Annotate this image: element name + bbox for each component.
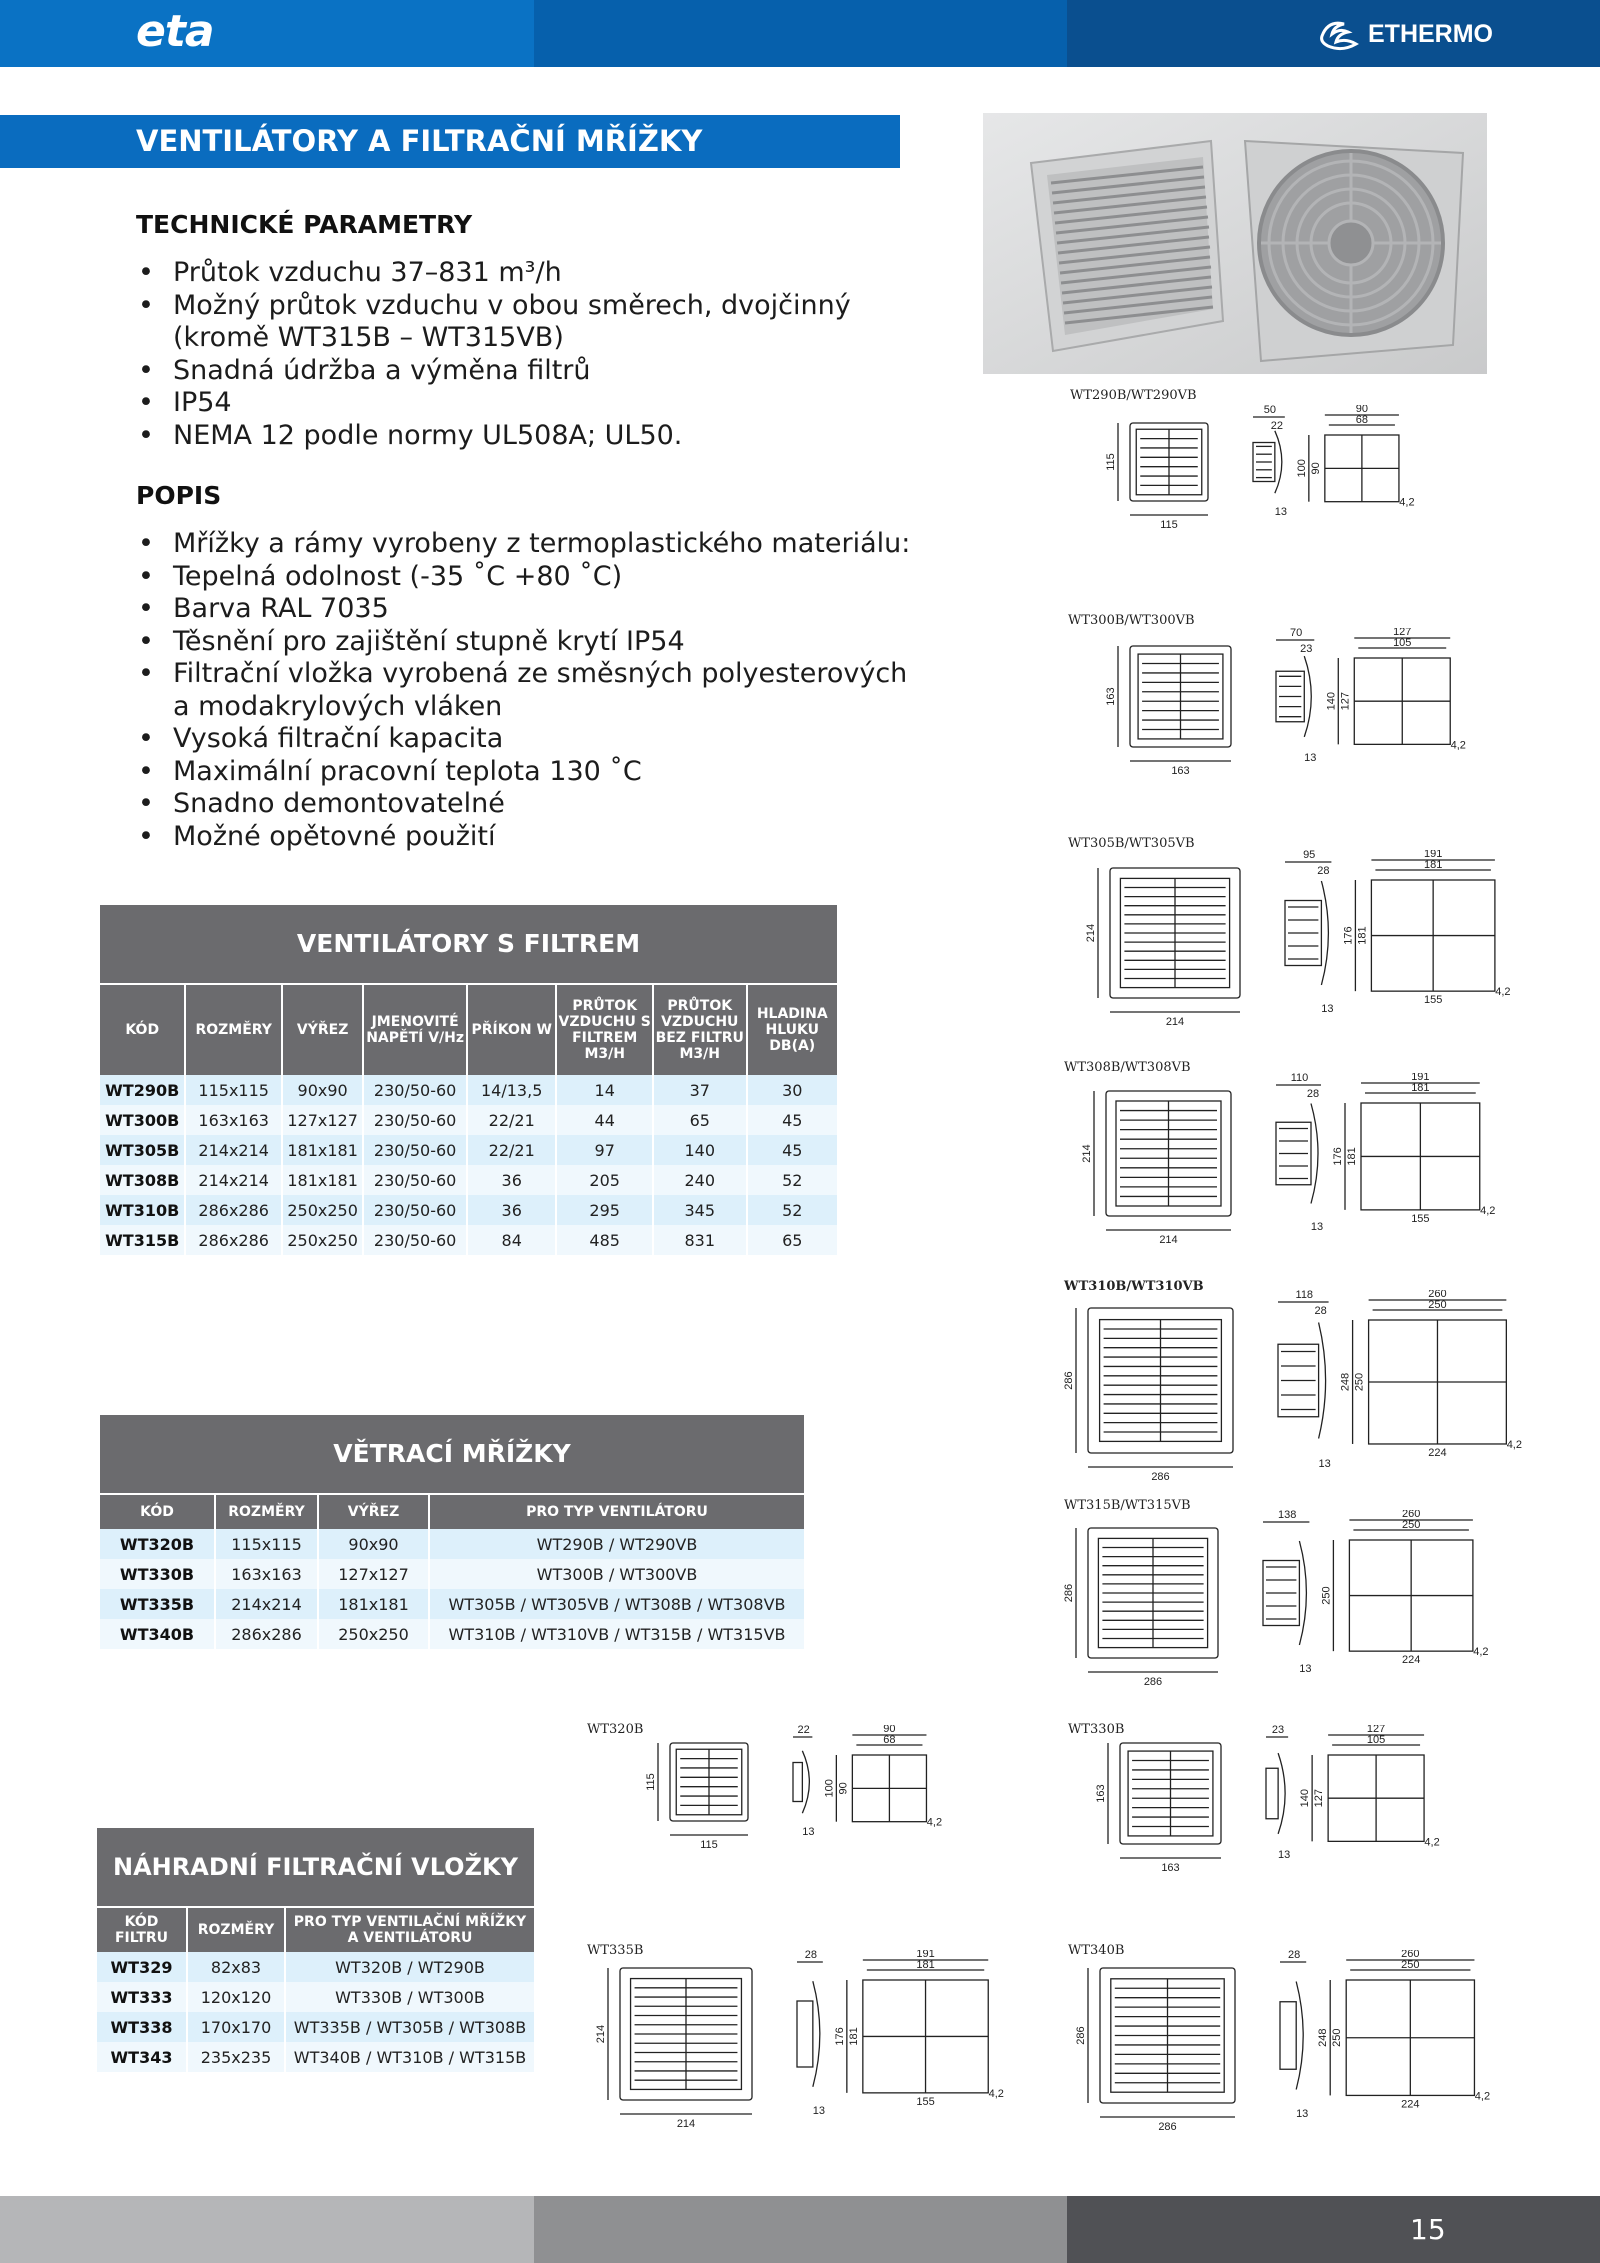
dimension-label: 214 — [1085, 923, 1097, 943]
table-row — [97, 2042, 534, 2072]
dimension-label: 13 — [1304, 752, 1317, 764]
table-cell: WT338 — [97, 2012, 188, 2042]
diagram-label: WT290B/WT290VB — [1070, 388, 1197, 403]
column-header: VÝŘEZ — [319, 1493, 430, 1529]
dimension-label: 181 — [1346, 1147, 1358, 1166]
diagram-label: WT330B — [1068, 1722, 1125, 1737]
dimension-label: 115 — [1160, 519, 1178, 531]
table-cell: WT330B / WT300B — [286, 1982, 534, 2012]
table-cell: 30 — [748, 1075, 838, 1105]
dimension-label: 224 — [1401, 1654, 1421, 1667]
fans-table-title: VENTILÁTORY S FILTREM — [100, 905, 837, 983]
technical-drawing — [1090, 1725, 1530, 1885]
table-cell: 45 — [748, 1105, 838, 1135]
list-item: • Těsnění pro zajištění stupně krytí IP54 — [136, 626, 910, 659]
side-view-flange — [1275, 431, 1282, 493]
side-view-body — [797, 2001, 813, 2067]
table-cell: 44 — [557, 1105, 654, 1135]
dimension-label: 181 — [847, 2027, 860, 2046]
dimension-label: 4,2 — [1480, 1204, 1496, 1217]
table-row — [100, 1589, 804, 1619]
table-cell: WT300B — [100, 1105, 186, 1135]
table-cell: 84 — [468, 1225, 557, 1255]
column-header: ROZMĚRY — [186, 983, 283, 1075]
dimension-label: 214 — [1165, 1016, 1185, 1025]
table-row — [100, 1135, 837, 1165]
technical-drawing — [1100, 405, 1480, 580]
dimension-label: 286 — [1158, 2121, 1177, 2130]
table-cell: 230/50-60 — [364, 1105, 468, 1135]
dimension-label: 214 — [676, 2118, 696, 2130]
dimension-label: 127 — [1313, 1788, 1326, 1808]
dimension-label: 127 — [1366, 1725, 1386, 1735]
dimension-label: 260 — [1401, 1950, 1420, 1960]
table-row — [100, 1559, 804, 1589]
dimension-label: 90 — [1309, 462, 1322, 475]
fans-table — [100, 983, 837, 1255]
dimension-label: 127 — [1339, 691, 1352, 711]
table-row — [100, 1075, 837, 1105]
column-header: KÓD FILTRU — [97, 1906, 188, 1952]
dimension-label: 163 — [1161, 1862, 1180, 1874]
table-header-row — [100, 983, 837, 1075]
column-header: PRŮTOK VZDUCHU S FILTREM M3/H — [557, 983, 654, 1075]
dimension-label: 286 — [1143, 1676, 1163, 1685]
table-cell: 90x90 — [319, 1529, 430, 1559]
table-cell: 485 — [557, 1225, 654, 1255]
table-cell: WT330B — [100, 1559, 216, 1589]
table-cell: 82x83 — [188, 1952, 286, 1982]
dimension-label: 163 — [1095, 1784, 1107, 1803]
table-cell: 52 — [748, 1195, 838, 1225]
list-item: a modakrylových vláken — [173, 690, 503, 722]
list-item: • IP54 — [136, 387, 851, 420]
dimension-label: 155 — [1423, 994, 1443, 1007]
table-cell: 22/21 — [468, 1105, 557, 1135]
table-cell: WT290B / WT290VB — [430, 1529, 804, 1559]
list-item: (kromě WT315B – WT315VB) — [173, 322, 564, 353]
dimension-label: 214 — [1159, 1234, 1178, 1243]
dimension-label: 4,2 — [1495, 986, 1511, 999]
dimension-label: 140 — [1299, 1788, 1312, 1808]
diagram-label: WT310B/WT310VB — [1064, 1279, 1204, 1294]
top-bar-segment-1 — [0, 0, 534, 67]
column-header: KÓD — [100, 983, 186, 1075]
table-row — [100, 1225, 837, 1255]
list-item: • Mřížky a rámy vyrobeny z termoplastického materiálu: — [136, 528, 910, 561]
table-cell: WT305B — [100, 1135, 186, 1165]
diagram-label: WT300B/WT300VB — [1068, 613, 1195, 628]
dimension-label: 138 — [1278, 1510, 1297, 1521]
dimension-label: 23 — [1271, 1725, 1285, 1736]
table-cell: WT340B — [100, 1619, 216, 1649]
dimension-label: 163 — [1105, 687, 1117, 706]
side-view-flange — [1296, 1982, 1303, 2090]
table-cell: 230/50-60 — [364, 1225, 468, 1255]
list-item: • Vysoká filtrační kapacita — [136, 723, 910, 756]
dimension-label: 176 — [1342, 926, 1355, 945]
table-cell: 250x250 — [283, 1225, 364, 1255]
dimension-label: 191 — [1423, 850, 1443, 860]
dimension-label: 4,2 — [1399, 496, 1415, 509]
table-cell: 240 — [654, 1165, 748, 1195]
dimension-label: 4,2 — [1450, 739, 1466, 752]
table-row — [100, 1105, 837, 1135]
table-cell: WT335B — [100, 1589, 216, 1619]
table-cell: 120x120 — [188, 1982, 286, 2012]
description-list — [136, 528, 910, 853]
table-cell: 36 — [468, 1195, 557, 1225]
table-cell: 115x115 — [186, 1075, 283, 1105]
column-header: VÝŘEZ — [283, 983, 364, 1075]
page-number: 15 — [1410, 2213, 1446, 2246]
dimension-label: 260 — [1428, 1290, 1447, 1300]
dimension-label: 191 — [1411, 1073, 1430, 1083]
dimension-label: 22 — [1270, 420, 1283, 432]
column-header: KÓD — [100, 1493, 216, 1529]
table-cell: 14/13,5 — [468, 1075, 557, 1105]
side-view-flange — [1304, 656, 1311, 737]
table-cell: 140 — [654, 1135, 748, 1165]
table-cell: WT315B — [100, 1225, 186, 1255]
table-row — [100, 1619, 804, 1649]
table-header-row — [97, 1906, 534, 1952]
column-header: PRO TYP VENTILAČNÍ MŘÍŽKY A VENTILÁTORU — [286, 1906, 534, 1952]
side-view-flange — [1319, 1323, 1326, 1439]
dimension-label: 127 — [1393, 628, 1412, 638]
table-cell: 115x115 — [216, 1529, 319, 1559]
table-cell: 14 — [557, 1075, 654, 1105]
table-row — [97, 2012, 534, 2042]
dimension-label: 28 — [804, 1950, 818, 1961]
table-cell: 181x181 — [283, 1165, 364, 1195]
table-cell: 65 — [748, 1225, 838, 1255]
technical-drawing — [1076, 1073, 1536, 1243]
dimension-label: 286 — [1063, 1371, 1075, 1390]
table-cell: 214x214 — [186, 1135, 283, 1165]
dimension-label: 90 — [1355, 405, 1369, 415]
dimension-label: 163 — [1171, 765, 1190, 777]
dimension-label: 4,2 — [988, 2087, 1004, 2100]
technical-drawing — [1080, 850, 1540, 1025]
table-cell: WT290B — [100, 1075, 186, 1105]
list-item: • Filtrační vložka vyrobená ze směsných polyesterových — [136, 658, 910, 691]
dimension-label: 250 — [1353, 1372, 1366, 1392]
table-cell: 345 — [654, 1195, 748, 1225]
dimension-label: 4,2 — [926, 1816, 943, 1829]
dimension-label: 13 — [1318, 1458, 1331, 1470]
list-item: • Snadná údržba a výměna filtrů — [136, 355, 851, 388]
table-cell: 230/50-60 — [364, 1165, 468, 1195]
dimension-label: 115 — [700, 1839, 718, 1851]
table-cell: 230/50-60 — [364, 1075, 468, 1105]
filters-table-title: NÁHRADNÍ FILTRAČNÍ VLOŽKY — [97, 1828, 534, 1906]
table-cell: 163x163 — [216, 1559, 319, 1589]
dimension-label: 13 — [812, 2105, 825, 2117]
dimension-label: 176 — [1332, 1147, 1344, 1166]
list-item: • Možné opětovné použití — [136, 821, 910, 854]
dimension-label: 28 — [1306, 1088, 1320, 1100]
table-cell: WT333 — [97, 1982, 188, 2012]
dimension-label: 155 — [1411, 1212, 1430, 1225]
dimension-label: 248 — [1317, 2028, 1330, 2047]
table-cell: WT340B / WT310B / WT315B — [286, 2042, 534, 2072]
product-photo — [983, 113, 1487, 374]
filters-table — [97, 1906, 534, 2072]
table-cell: WT300B / WT300VB — [430, 1559, 804, 1589]
column-header: PRŮTOK VZDUCHU BEZ FILTRU M3/H — [654, 983, 748, 1075]
table-cell: 181x181 — [283, 1135, 364, 1165]
list-item: • Průtok vzduchu 37–831 m³/h — [136, 257, 851, 290]
dimension-label: 105 — [1393, 637, 1412, 649]
footer-segment-3 — [1067, 2196, 1600, 2263]
eta-logo: eta — [136, 6, 214, 57]
table-cell: 127x127 — [319, 1559, 430, 1589]
table-cell: WT310B / WT310VB / WT315B / WT315VB — [430, 1619, 804, 1649]
dimension-label: 250 — [1320, 1586, 1333, 1605]
technical-drawing — [640, 1725, 1020, 1885]
dimension-label: 4,2 — [1474, 2090, 1491, 2103]
dimension-label: 181 — [1423, 859, 1443, 871]
table-cell: 286x286 — [186, 1195, 283, 1225]
table-cell: 65 — [654, 1105, 748, 1135]
dimension-label: 115 — [645, 1773, 657, 1791]
side-view-flange — [1278, 1753, 1285, 1834]
table-cell: WT305B / WT305VB / WT308B / WT308VB — [430, 1589, 804, 1619]
table-cell: 45 — [748, 1135, 838, 1165]
dimension-label: 68 — [1355, 414, 1369, 426]
dimension-label: 176 — [833, 2027, 846, 2046]
dimension-label: 13 — [1299, 1663, 1312, 1675]
table-row — [100, 1195, 837, 1225]
tech-params-heading: TECHNICKÉ PARAMETRY — [136, 210, 473, 239]
diagram-label: WT340B — [1068, 1943, 1125, 1958]
dimension-label: 13 — [1277, 1849, 1291, 1861]
dimension-label: 68 — [883, 1734, 896, 1746]
table-row — [97, 1982, 534, 2012]
column-header: ROZMĚRY — [188, 1906, 286, 1952]
column-header: JMENOVITÉ NAPĚTÍ V/Hz — [364, 983, 468, 1075]
dimension-label: 250 — [1331, 2028, 1344, 2047]
table-cell: 286x286 — [186, 1225, 283, 1255]
list-item: • Barva RAL 7035 — [136, 593, 910, 626]
technical-drawing — [1058, 1510, 1538, 1685]
description-heading: POPIS — [136, 481, 222, 510]
dimension-label: 50 — [1263, 405, 1277, 416]
dimension-label: 13 — [1310, 1221, 1324, 1233]
table-cell: 235x235 — [188, 2042, 286, 2072]
table-cell: 295 — [557, 1195, 654, 1225]
dimension-label: 155 — [916, 2095, 935, 2108]
list-item: • Snadno demontovatelné — [136, 788, 910, 821]
table-cell: 37 — [654, 1075, 748, 1105]
dimension-label: 181 — [1356, 926, 1369, 945]
dimension-label: 28 — [1317, 865, 1330, 877]
ethermo-swirl-icon — [1318, 16, 1360, 52]
dimension-label: 4,2 — [1473, 1646, 1489, 1659]
table-cell: WT335B / WT305B / WT308B — [286, 2012, 534, 2042]
table-cell: 214x214 — [216, 1589, 319, 1619]
technical-drawing — [1100, 628, 1520, 793]
side-view-flange — [802, 1751, 809, 1813]
page-title: VENTILÁTORY A FILTRAČNÍ MŘÍŽKY — [0, 115, 900, 168]
diagram-label: WT305B/WT305VB — [1068, 836, 1195, 851]
table-cell: 22/21 — [468, 1135, 557, 1165]
table-cell: 170x170 — [188, 2012, 286, 2042]
ethermo-logo — [1318, 14, 1493, 54]
side-view-flange — [1299, 1541, 1306, 1645]
dimension-label: 286 — [1063, 1583, 1075, 1603]
dimension-label: 13 — [802, 1826, 815, 1838]
table-cell: 831 — [654, 1225, 748, 1255]
dimension-label: 70 — [1290, 628, 1303, 639]
dimension-label: 286 — [1151, 1471, 1170, 1480]
table-row — [100, 1165, 837, 1195]
table-cell: WT310B — [100, 1195, 186, 1225]
table-cell: 250x250 — [319, 1619, 430, 1649]
dimension-label: 13 — [1321, 1003, 1334, 1015]
dimension-label: 250 — [1401, 1959, 1420, 1971]
diagram-label: WT320B — [587, 1722, 644, 1737]
side-view-flange — [813, 1981, 820, 2087]
table-cell: 127x127 — [283, 1105, 364, 1135]
list-item: • Tepelná odolnost (-35 ˚C +80 ˚C) — [136, 561, 910, 594]
dimension-label: 181 — [916, 1959, 935, 1971]
dimension-label: 90 — [883, 1725, 896, 1735]
top-bar — [0, 0, 1600, 67]
dimension-label: 23 — [1300, 643, 1313, 655]
column-header: PŘÍKON W — [468, 983, 557, 1075]
side-view-flange — [1321, 881, 1328, 985]
dimension-label: 250 — [1401, 1519, 1421, 1531]
diagram-label: WT315B/WT315VB — [1064, 1498, 1191, 1513]
dimension-label: 28 — [1287, 1950, 1301, 1961]
dimension-label: 224 — [1428, 1446, 1447, 1459]
table-cell: 205 — [557, 1165, 654, 1195]
tech-params-list — [136, 257, 851, 452]
table-cell: 97 — [557, 1135, 654, 1165]
dimension-label: 22 — [797, 1725, 810, 1736]
side-view-flange — [1311, 1104, 1318, 1204]
column-header: PRO TYP VENTILÁTORU — [430, 1493, 804, 1529]
table-cell: 250x250 — [283, 1195, 364, 1225]
dimension-label: 13 — [1296, 2108, 1309, 2120]
side-view-body — [1280, 2002, 1296, 2070]
ethermo-logo-text: ETHERMO — [1368, 19, 1493, 48]
grilles-table-title: VĚTRACÍ MŘÍŽKY — [100, 1415, 804, 1493]
table-cell: 214x214 — [186, 1165, 283, 1195]
dimension-label: 13 — [1274, 506, 1287, 518]
product-photo-illustration — [983, 113, 1487, 374]
list-item: • NEMA 12 podle normy UL508A; UL50. — [136, 420, 851, 453]
table-cell: WT343 — [97, 2042, 188, 2072]
table-row — [97, 1952, 534, 1982]
dimension-label: 100 — [1295, 459, 1308, 478]
list-item: • Možný průtok vzduchu v obou směrech, dvojčinný — [136, 290, 851, 323]
dimension-label: 100 — [823, 1779, 836, 1798]
technical-drawing — [590, 1950, 1060, 2130]
table-cell: 286x286 — [216, 1619, 319, 1649]
dimension-label: 181 — [1411, 1082, 1430, 1094]
table-cell: 230/50-60 — [364, 1195, 468, 1225]
dimension-label: 115 — [1105, 453, 1117, 471]
dimension-label: 214 — [595, 2024, 607, 2044]
dimension-label: 191 — [916, 1950, 935, 1960]
table-header-row — [100, 1493, 804, 1529]
footer-segment-1 — [0, 2196, 534, 2263]
diagram-label: WT335B — [587, 1943, 644, 1958]
dimension-label: 250 — [1428, 1299, 1447, 1311]
table-cell: 36 — [468, 1165, 557, 1195]
dimension-label: 140 — [1325, 691, 1338, 711]
side-view-body — [1266, 1768, 1278, 1819]
table-cell: WT320B / WT290B — [286, 1952, 534, 1982]
dimension-label: 4,2 — [1506, 1438, 1522, 1451]
dimension-label: 260 — [1401, 1510, 1421, 1520]
side-view-body — [793, 1763, 802, 1802]
dimension-label: 224 — [1401, 2098, 1420, 2111]
technical-drawing — [1058, 1290, 1538, 1480]
table-row — [100, 1529, 804, 1559]
list-item: • Maximální pracovní teplota 130 ˚C — [136, 756, 910, 789]
diagram-label: WT308B/WT308VB — [1064, 1060, 1191, 1075]
table-cell: 90x90 — [283, 1075, 364, 1105]
grilles-table — [100, 1493, 804, 1649]
dimension-label: 248 — [1339, 1372, 1352, 1392]
table-cell: WT320B — [100, 1529, 216, 1559]
top-bar-segment-2 — [534, 0, 1067, 67]
footer-segment-2 — [534, 2196, 1067, 2263]
table-cell: WT329 — [97, 1952, 188, 1982]
dimension-label: 28 — [1314, 1305, 1327, 1317]
dimension-label: 95 — [1303, 850, 1316, 861]
table-cell: 230/50-60 — [364, 1135, 468, 1165]
technical-drawing — [1070, 1950, 1540, 2130]
dimension-label: 4,2 — [1424, 1836, 1440, 1849]
dimension-label: 110 — [1290, 1073, 1309, 1084]
table-cell: WT308B — [100, 1165, 186, 1195]
table-cell: 52 — [748, 1165, 838, 1195]
table-cell: 181x181 — [319, 1589, 430, 1619]
dimension-label: 118 — [1295, 1290, 1314, 1301]
dimension-label: 214 — [1081, 1144, 1093, 1163]
dimension-label: 105 — [1366, 1734, 1386, 1746]
dimension-label: 286 — [1075, 2026, 1087, 2045]
table-cell: 163x163 — [186, 1105, 283, 1135]
dimension-label: 90 — [837, 1782, 850, 1795]
column-header: ROZMĚRY — [216, 1493, 319, 1529]
column-header: HLADINA HLUKU DB(A) — [748, 983, 838, 1075]
